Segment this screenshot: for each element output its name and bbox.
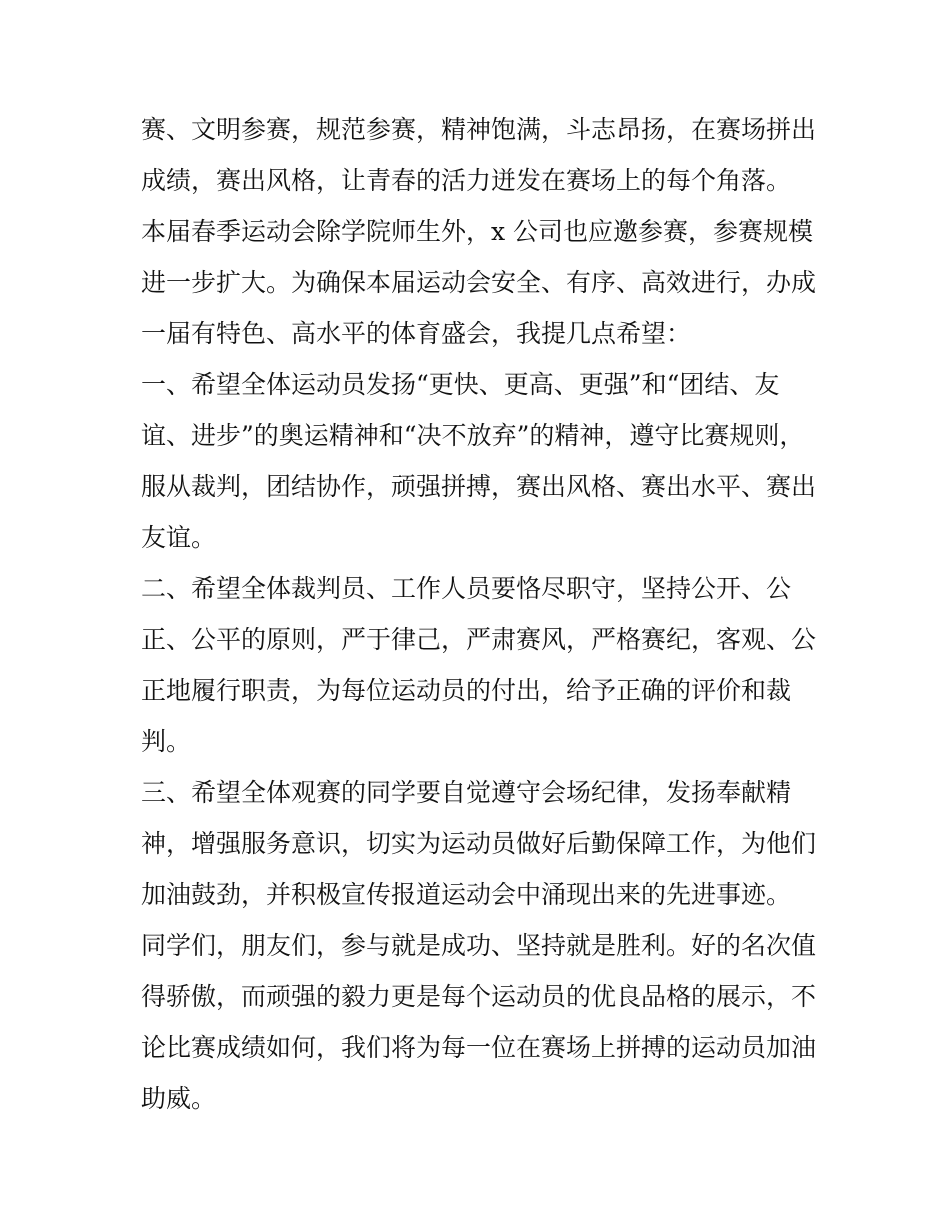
text-line-10: 二、希望全体裁判员、工作人员要恪尽职守，坚持公开、公 (141, 574, 792, 603)
text-line-7: 谊、进步”的奥运精神和“决不放弃”的精神，遵守比赛规则， (141, 421, 805, 450)
text-line-20: 助威。 (141, 1084, 217, 1113)
text-line-17: 同学们，朋友们，参与就是成功、坚持就是胜利。好的名次值 (141, 931, 817, 960)
text-line-3: 本届春季运动会除学院师生外，x 公司也应邀参赛，参赛规模 (141, 217, 814, 246)
text-line-14: 三、希望全体观赛的同学要自觉遵守会场纪律，发扬奉献精 (141, 778, 792, 807)
text-line-11: 正、公平的原则，严于律己，严肃赛风，严格赛纪，客观、公 (141, 625, 817, 654)
text-line-2: 成绩，赛出风格，让青春的活力迸发在赛场上的每个角落。 (141, 166, 792, 195)
text-line-13: 判。 (141, 727, 192, 756)
text-line-8: 服从裁判，团结协作，顽强拼搏，赛出风格、赛出水平、赛出 (141, 472, 817, 501)
text-line-16: 加油鼓劲，并积极宣传报道运动会中涌现出来的先进事迹。 (141, 880, 792, 909)
text-line-19: 论比赛成绩如何，我们将为每一位在赛场上拼搏的运动员加油 (141, 1033, 817, 1062)
text-line-12: 正地履行职责，为每位运动员的付出，给予正确的评价和裁 (141, 676, 792, 705)
text-line-4: 进一步扩大。为确保本届运动会安全、有序、高效进行，办成 (141, 268, 817, 297)
text-line-5: 一届有特色、高水平的体育盛会，我提几点希望： (141, 319, 692, 348)
body-text (141, 104, 821, 1124)
text-line-18: 得骄傲，而顽强的毅力更是每个运动员的优良品格的展示，不 (141, 982, 817, 1011)
text-line-1: 赛、文明参赛，规范参赛，精神饱满，斗志昂扬，在赛场拼出 (141, 115, 817, 144)
text-line-6: 一、希望全体运动员发扬“更快、更高、更强”和“团结、友 (141, 370, 780, 399)
text-line-9: 友谊。 (141, 523, 217, 552)
text-line-15: 神，增强服务意识，切实为运动员做好后勤保障工作，为他们 (141, 829, 817, 858)
